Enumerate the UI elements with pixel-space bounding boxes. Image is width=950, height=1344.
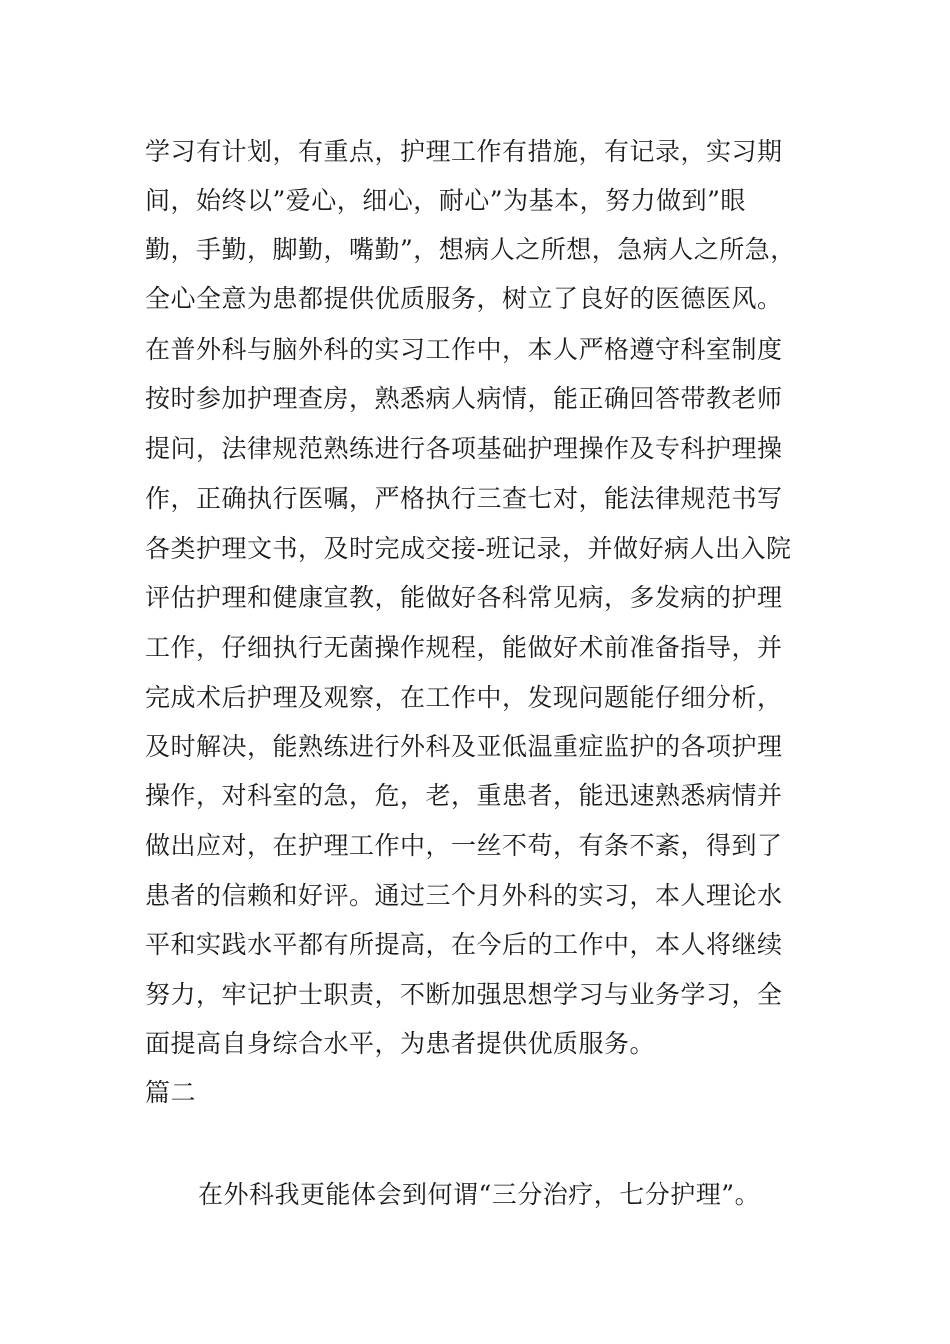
body-text-line: 在普外科与脑外科的实习工作中，本人严格遵守科室制度 [145,335,783,364]
body-text-line: 操作，对科室的急，危，老，重患者，能迅速熟悉病情并 [145,781,783,810]
body-text-line: 及时解决，能熟练进行外科及亚低温重症监护的各项护理 [145,732,783,761]
body-text-line: 各类护理文书，及时完成交接-班记录，并做好病人出入院 [145,534,792,563]
body-text-line: 勤，手勤，脚勤，嘴勤”，想病人之所想，急病人之所急， [145,235,796,264]
body-text-line: 平和实践水平都有所提高，在今后的工作中，本人将继续 [145,930,783,959]
body-text-line: 面提高自身综合水平，为患者提供优质服务。 [145,1029,656,1058]
body-text-line: 工作，仔细执行无菌操作规程，能做好术前准备指导，并 [145,633,783,662]
body-text-line: 学习有计划，有重点，护理工作有措施，有记录，实习期 [145,137,783,166]
paragraph-text: 在外科我更能体会到何谓“三分治疗，七分护理”。 [198,1180,761,1209]
body-text-line: 做出应对，在护理工作中，一丝不苟，有条不紊，得到了 [145,831,783,860]
body-text-line: 间，始终以”爱心，细心，耐心”为基本，努力做到”眼 [145,186,746,215]
body-text-line: 全心全意为患都提供优质服务，树立了良好的医德医风。 [145,284,783,313]
body-text-line: 按时参加护理查房，熟悉病人病情，能正确回答带教老师 [145,384,783,413]
section-heading: 篇二 [145,1078,197,1107]
body-text-line: 完成术后护理及观察，在工作中，发现问题能仔细分析， [145,683,783,712]
body-text-line: 评估护理和健康宣教，能做好各科常见病，多发病的护理 [145,583,783,612]
body-text-line: 努力，牢记护士职责，不断加强思想学习与业务学习，全 [145,980,783,1009]
body-text-line: 作，正确执行医嘱，严格执行三查七对，能法律规范书写 [145,484,783,513]
body-text-line: 患者的信赖和好评。通过三个月外科的实习，本人理论水 [145,881,783,910]
body-text-line: 提问，法律规范熟练进行各项基础护理操作及专科护理操 [145,434,783,463]
